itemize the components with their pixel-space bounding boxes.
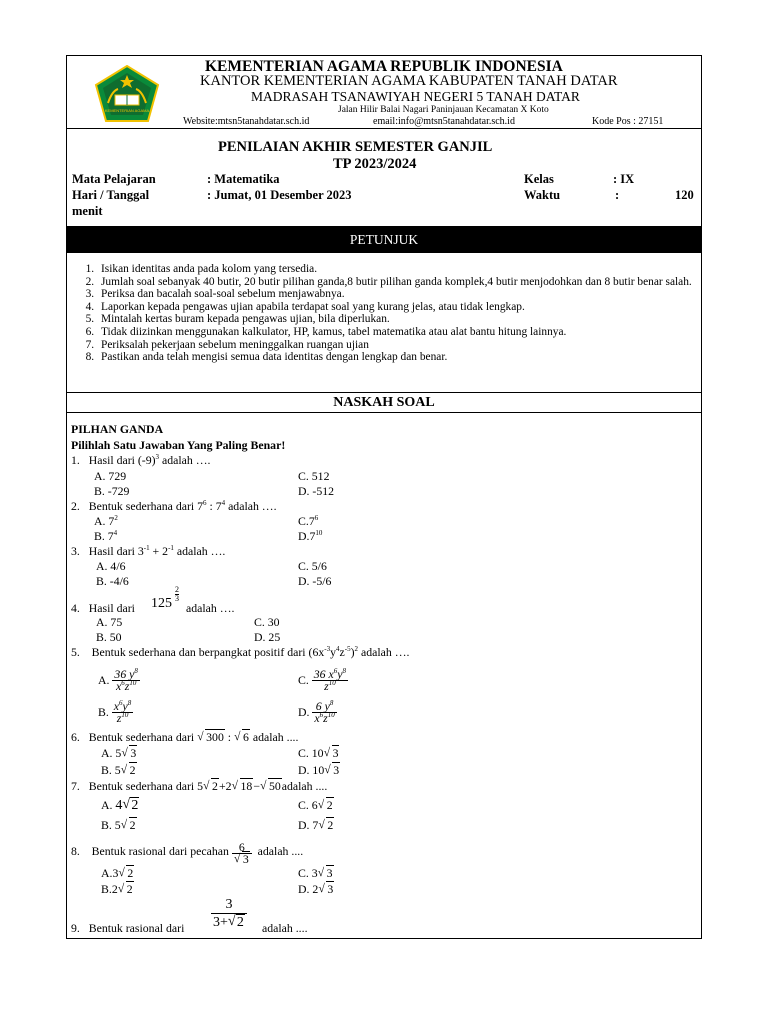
q9-fraction: 3 3+√ 2	[211, 896, 247, 931]
question-directive: Pilihlah Satu Jawaban Yang Paling Benar!	[71, 438, 286, 452]
q1-option-a: A. 729	[94, 469, 127, 483]
question-2: 2. Bentuk sederhana dari $7^6$ : $7^4$ adalah ….	[71, 499, 277, 513]
time-value: 120	[675, 188, 694, 202]
instruction-item: 3. Periksa dan bacalah soal-soal sebelum menjawabnya.	[97, 288, 717, 301]
q3-option-a: A. 4/6	[96, 559, 126, 573]
q5-option-d: D. $\frac{6 y^8}{x^6z^{10}}$	[298, 699, 335, 725]
q4-option-c: C. 30	[254, 615, 280, 629]
school-address: Jalan Hilir Balai Nagari Paninjauan Kecamatan X Koto	[338, 105, 549, 115]
instruction-item: 2. Jumlah soal sebanyak 40 butir, 20 butir pilihan ganda,8 butir pilihan ganda komplek,4 butir menjodohkan dan 8 butir benar salah.	[97, 276, 717, 289]
website-link[interactable]: Website:mtsn5tanahdatar.sch.id	[183, 116, 310, 127]
q6-option-d: D. 10√ 3	[298, 763, 340, 778]
q4-exponent: 2 3	[175, 585, 179, 603]
q1-option-c: C. 512	[298, 469, 330, 483]
q7-option-b: B. 5√ 2	[101, 818, 137, 833]
ministry-name: KEMENTERIAN AGAMA REPUBLIK INDONESIA	[205, 58, 563, 75]
q6-option-b: B. 5√ 2	[101, 763, 137, 778]
question-1: 1. Hasil dari $(-9)^3$ adalah ….	[71, 453, 211, 467]
q2-option-a: A. $7^2$	[94, 514, 118, 528]
question-9: 9. Bentuk rasional dari	[71, 921, 185, 935]
q2-option-b: B. $7^4$	[94, 529, 118, 543]
q9-suffix: adalah ....	[262, 921, 308, 935]
instruction-item: 1. Isikan identitas anda pada kolom yang tersedia.	[97, 263, 717, 276]
q3-option-c: C. 5/6	[298, 559, 327, 573]
q8-option-a: A.3√ 2	[101, 866, 134, 881]
email-link[interactable]: email:info@mtsn5tanahdatar.sch.id	[373, 116, 515, 127]
q2-option-c: $C.7^6$	[298, 514, 319, 528]
instruction-item: 4. Laporkan kepada pengawas ujian apabila terdapat soal yang kurang jelas, atau tidak lengkap.	[97, 301, 717, 314]
question-type: PILHAN GANDA	[71, 422, 164, 436]
q2-option-d: $D.7^{10}$	[298, 529, 323, 543]
question-6: 6. Bentuk sederhana dari √ 300 : √ 6 adalah ....	[71, 730, 298, 745]
q5-option-a: A. $\frac{36 y^8}{x^6z^{10}}$	[98, 667, 138, 693]
instruction-item: 8. Pastikan anda telah mengisi semua data identitas dengan lengkap dan benar.	[97, 351, 717, 364]
q1-option-b: B. -729	[94, 484, 130, 498]
time-label: Waktu	[524, 188, 561, 202]
header-divider	[67, 128, 701, 129]
q4-option-d: D. 25	[254, 630, 281, 644]
day-value: : Jumat, 01 Desember 2023	[207, 188, 352, 202]
time-unit: menit	[72, 204, 103, 218]
instruction-item: 7. Periksalah pekerjaan sebelum meninggalkan ruangan ujian	[97, 339, 717, 352]
office-name: KANTOR KEMENTERIAN AGAMA KABUPATEN TANAH DATAR	[200, 73, 618, 89]
subject-value: : Matematika	[207, 172, 280, 186]
q3-option-d: D. -5/6	[298, 574, 332, 588]
q8-option-d: D. 2√ 3	[298, 882, 334, 897]
postal-code: Kode Pos : 27151	[592, 116, 664, 127]
q8-option-b: B.2√ 2	[101, 882, 134, 897]
school-name: MADRASAH TSANAWIYAH NEGERI 5 TANAH DATAR	[251, 89, 580, 104]
exam-year: TP 2023/2024	[333, 156, 417, 172]
q4-base: 125	[151, 596, 172, 611]
q1-option-d: D. -512	[298, 484, 335, 498]
q5-option-b: B. $\frac{x^6y^8}{z^{10}}$	[98, 699, 132, 725]
day-label: Hari / Tanggal	[72, 188, 150, 202]
q7-option-c: C. 6√ 2	[298, 798, 334, 813]
instruction-item: 5. Mintalah kertas buram kepada pengawas ujian, bila diperlukan.	[97, 313, 717, 326]
question-4: 4. Hasil dari	[71, 601, 135, 615]
time-colon: :	[615, 188, 620, 202]
q4-option-b: B. 50	[96, 630, 122, 644]
q6-option-a: A. 5√ 3	[101, 746, 137, 761]
instruction-item: 6. Tidak diizinkan menggunakan kalkulator, HP, kamus, tabel matematika atau alat bantu hitung lainnya.	[97, 326, 717, 339]
q5-option-c: C. $\frac{36 x^6y^8}{z^{10}}$	[298, 667, 347, 693]
logo-text: KEMENTERIAN AGAMA	[104, 108, 150, 113]
q4-suffix: adalah ….	[186, 601, 235, 615]
q7-option-a: A. 4√ 2	[101, 798, 139, 814]
q6-option-c: C. 10√ 3	[298, 746, 339, 761]
exam-title: PENILAIAN AKHIR SEMESTER GANJIL	[218, 139, 493, 155]
q4-option-a: A. 75	[96, 615, 123, 629]
question-7: 7. Bentuk sederhana dari 5√ 2+2√ 18−√ 50adalah ....	[71, 779, 327, 794]
question-8: 8. Bentuk rasional dari pecahan 6 √ 3 adalah ....	[71, 842, 303, 865]
subject-label: Mata Pelajaran	[72, 172, 156, 186]
question-5: 5. Bentuk sederhana dan berpangkat positif dari $(6x^{-3}y^4z^{-5})^2$ adalah ….	[71, 645, 410, 659]
q7-option-d: D. 7√ 2	[298, 818, 334, 833]
q3-option-b: B. -4/6	[96, 574, 129, 588]
q8-option-c: C. 3√ 3	[298, 866, 334, 881]
kemenag-logo	[94, 65, 160, 123]
class-value: : IX	[613, 172, 635, 186]
questions-heading: NASKAH SOAL	[67, 392, 701, 413]
question-3: 3. Hasil dari $3^{-1} + 2^{-1}$ adalah ….	[71, 544, 226, 558]
exam-page	[66, 55, 702, 939]
instructions-list	[73, 263, 717, 364]
class-label: Kelas	[524, 172, 554, 186]
instructions-heading: PETUNJUK	[67, 226, 701, 253]
